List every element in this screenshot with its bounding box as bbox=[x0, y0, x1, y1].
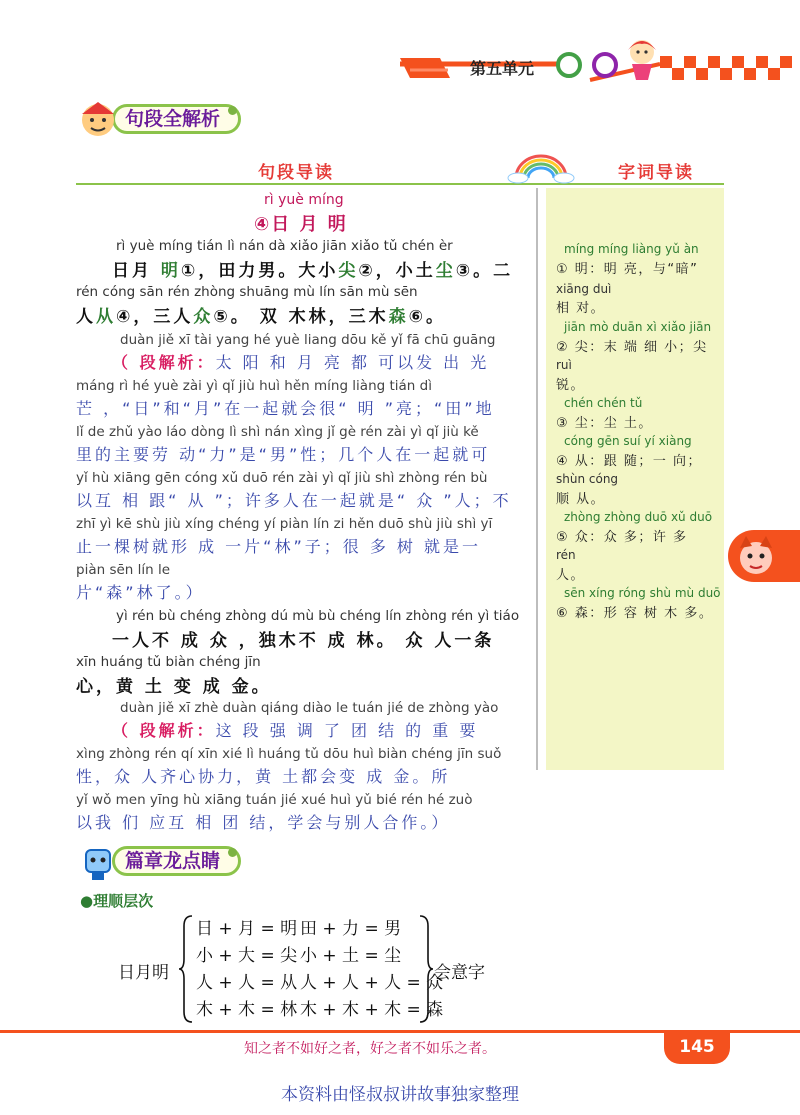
word-entry-1: ① 明：明 亮，与“暗” bbox=[556, 262, 699, 277]
word-entry-1b-pinyin: xiāng duì bbox=[556, 282, 612, 296]
green-dot-icon bbox=[228, 848, 237, 857]
structure-root: 日月明 bbox=[118, 963, 169, 983]
equation-2b: 小 + 土 = 尘 bbox=[300, 946, 402, 966]
analysis2-line-1-pinyin: duàn jiě xī zhè duàn qiáng diào le tuán jié de zhòng yào bbox=[120, 700, 499, 716]
unit-title: 第五单元 bbox=[469, 59, 534, 78]
robot-mascot-icon bbox=[78, 842, 118, 882]
footer-quote: 知之者不如好之者，好之者不如乐之者。 bbox=[244, 1041, 496, 1057]
word-entry-2b-pinyin: ruì bbox=[556, 358, 572, 372]
mascot-icon bbox=[78, 100, 118, 140]
analysis2-line-2: 性，众 人齐心协力，黄 土都会变 成 金。所 bbox=[76, 767, 451, 786]
section-heading-summary bbox=[78, 842, 268, 882]
word-entry-4b-pinyin: shùn cóng bbox=[556, 472, 619, 486]
proverb-line-2-pinyin: xīn huáng tǔ biàn chéng jīn bbox=[76, 654, 261, 670]
structure-heading: ●理顺层次 bbox=[80, 892, 154, 910]
word-entry-4: ④ 从：跟 随；一 向； bbox=[556, 454, 703, 469]
equation-3a: 人 + 人 = 从 bbox=[196, 973, 298, 993]
rhyme-line-1-pinyin: rì yuè míng tián lì nán dà xiǎo jiān xiǎo tǔ chén èr bbox=[116, 238, 453, 254]
word-entry-2: ② 尖：末 端 细 小；尖 bbox=[556, 340, 708, 355]
word-entry-5b-pinyin: rén bbox=[556, 548, 576, 562]
lesson-title-pinyin: rì yuè míng bbox=[264, 192, 344, 208]
analysis1-line-5: 止一棵树就形 成 一片“林”子；很 多 树 就是一 bbox=[76, 537, 482, 556]
word-entry-1-pinyin: míng míng liàng yǔ àn bbox=[564, 242, 699, 256]
analysis1-line-1-pinyin: duàn jiě xī tài yang hé yuè liang dōu kě yǐ fā chū guāng bbox=[120, 332, 496, 348]
equation-1a: 日 + 月 = 明 bbox=[196, 919, 298, 939]
word-entry-5: ⑤ 众：众 多；许 多 bbox=[556, 530, 688, 545]
analysis1-line-2: 芒 ，“日”和“月”在一起就会很“ 明 ”亮；“田”地 bbox=[76, 399, 495, 418]
word-entry-6: ⑥ 森：形 容 树 木 多。 bbox=[556, 606, 714, 621]
rhyme-line-2-pinyin: rén cóng sān rén zhòng shuāng mù lín sān mù sēn bbox=[76, 284, 418, 300]
analysis1-line-3: 里的主要劳 动“力”是“男”性；几个人在一起就可 bbox=[76, 445, 491, 464]
analysis2-line-3-pinyin: yǐ wǒ men yīng hù xiāng tuán jié xué huì yǔ bié rén hé zuò bbox=[76, 792, 473, 808]
equation-2a: 小 + 大 = 尖 bbox=[196, 946, 298, 966]
analysis2-line-2-pinyin: xìng zhòng rén qí xīn xié lì huáng tǔ dōu huì biàn chéng jīn suǒ bbox=[76, 746, 502, 762]
analysis2-line-1: （ 段解析：这 段 强 调 了 团 结 的 重 要 bbox=[112, 721, 479, 740]
word-entry-4b: 顺 从。 bbox=[556, 492, 606, 507]
analysis1-line-6-pinyin: piàn sēn lín le bbox=[76, 562, 171, 578]
fox-mascot-icon bbox=[734, 534, 778, 578]
word-entry-1b: 相 对。 bbox=[556, 301, 606, 316]
header-decoration bbox=[0, 0, 800, 100]
left-brace-icon bbox=[178, 914, 194, 1024]
analysis1-line-1: （ 段解析：太 阳 和 月 亮 都 可以发 出 光 bbox=[112, 353, 490, 372]
analysis1-line-2-pinyin: máng rì hé yuè zài yì qǐ jiù huì hěn míng liàng tián dì bbox=[76, 378, 432, 394]
analysis1-line-5-pinyin: zhī yì kē shù jiù xíng chéng yí piàn lín zi hěn duō shù jiù shì yī bbox=[76, 516, 493, 532]
equation-3b: 人 + 人 + 人 = 众 bbox=[300, 973, 444, 993]
analysis1-line-4-pinyin: yǐ hù xiāng gēn cóng xǔ duō rén zài yì qǐ jiù shì zhòng rén bù bbox=[76, 470, 488, 486]
page-number: 145 bbox=[664, 1030, 730, 1064]
word-entry-2b: 锐。 bbox=[556, 378, 586, 393]
analysis1-line-3-pinyin: lǐ de zhǔ yào láo dòng lì shì nán xìng jǐ gè rén zài yì qǐ jiù kě bbox=[76, 424, 479, 440]
section-title: 篇章龙点睛 bbox=[112, 846, 241, 876]
proverb-line-1: 一人不 成 众 ，独木不 成 林。 众 人一条 bbox=[112, 631, 495, 651]
lesson-title: ④日 月 明 bbox=[254, 214, 348, 235]
analysis1-line-4: 以互 相 跟“ 从 ”；许多人在一起就是“ 众 ”人；不 bbox=[76, 491, 512, 510]
structure-result: 会意字 bbox=[434, 963, 485, 983]
tab-word-guide[interactable]: 字词导读 bbox=[618, 163, 694, 183]
word-entry-2-pinyin: jiān mò duān xì xiǎo jiān bbox=[564, 320, 712, 334]
equation-4b: 木 + 木 + 木 = 森 bbox=[300, 1000, 444, 1020]
word-entry-3: ③ 尘：尘 土。 bbox=[556, 416, 653, 431]
purple-ring-icon bbox=[592, 52, 618, 78]
word-entry-4-pinyin: cóng gēn suí yí xiàng bbox=[564, 434, 692, 448]
equation-4a: 木 + 木 = 林 bbox=[196, 1000, 298, 1020]
equation-1b: 田 + 力 = 男 bbox=[300, 919, 402, 939]
right-brace-icon bbox=[418, 914, 434, 1024]
green-ring-icon bbox=[556, 52, 582, 78]
analysis1-line-6: 片“森”林了。） bbox=[76, 583, 205, 602]
green-dot-icon bbox=[228, 106, 237, 115]
rhyme-line-2: 人从④，三人众⑤。 双 木林，三木森⑥。 bbox=[76, 307, 447, 327]
tab-sentence-guide[interactable]: 句段导读 bbox=[258, 163, 334, 183]
analysis2-line-3: 以我 们 应互 相 团 结，学会与别人合作。） bbox=[76, 813, 451, 832]
word-entry-5-pinyin: zhòng zhòng duō xǔ duō bbox=[564, 510, 713, 524]
proverb-line-1-pinyin: yì rén bù chéng zhòng dú mù bù chéng lín zhòng rén yì tiáo bbox=[116, 608, 520, 624]
word-entry-5b: 人。 bbox=[556, 568, 586, 583]
rhyme-line-1: 日月 明①，田力男。大小尖②，小土尘③。二 bbox=[112, 261, 514, 281]
word-entry-3-pinyin: chén chén tǔ bbox=[564, 396, 643, 410]
rainbow-icon bbox=[506, 150, 576, 184]
girl-mascot-icon bbox=[618, 34, 666, 84]
section-title: 句段全解析 bbox=[112, 104, 241, 134]
section-heading-analysis bbox=[78, 100, 268, 140]
word-entry-6-pinyin: sēn xíng róng shù mù duō bbox=[564, 586, 721, 600]
tabs-divider bbox=[76, 183, 724, 185]
footer-credit: 本资料由怪叔叔讲故事独家整理 bbox=[281, 1085, 519, 1105]
column-divider bbox=[536, 188, 538, 770]
proverb-line-2: 心，黄 土 变 成 金。 bbox=[76, 677, 272, 697]
